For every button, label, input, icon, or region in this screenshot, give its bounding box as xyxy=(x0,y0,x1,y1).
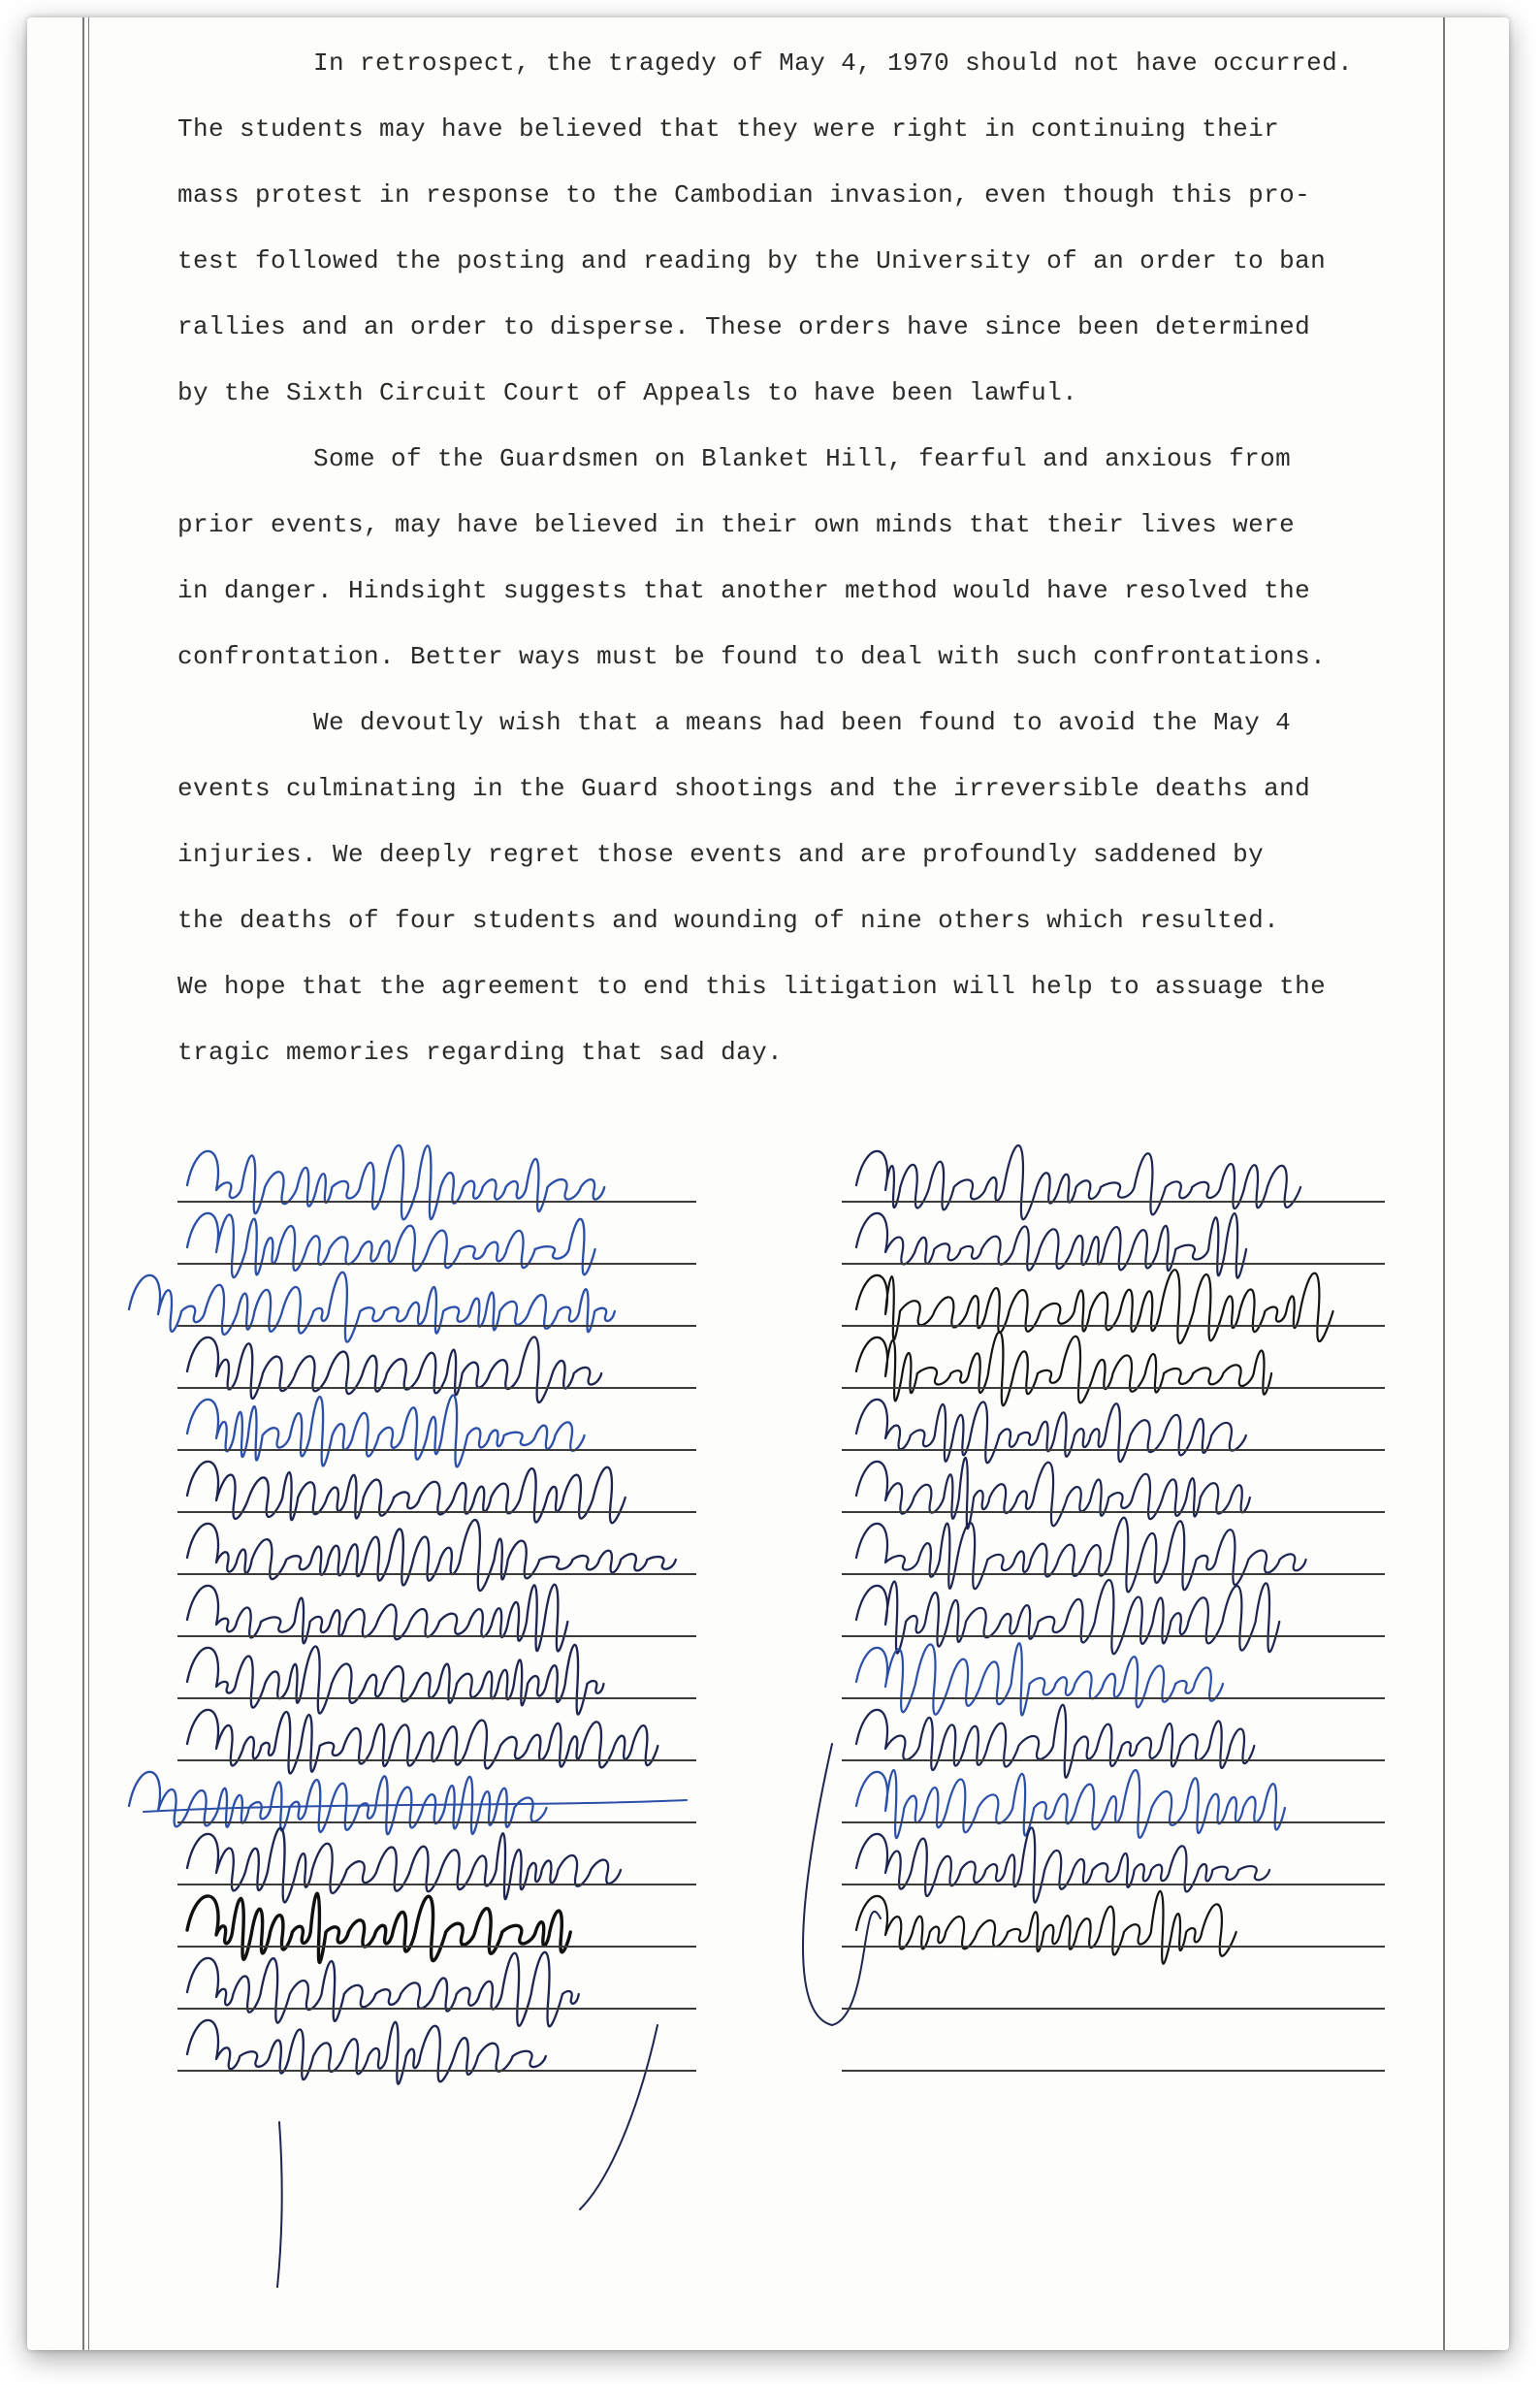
signature-left xyxy=(187,1952,579,2027)
signature-left xyxy=(129,1772,546,1834)
signature-line-right xyxy=(842,1635,1385,1637)
signature-left xyxy=(187,1337,601,1401)
signature-line-left xyxy=(177,1884,696,1885)
signature-flourish xyxy=(144,1800,687,1812)
signature-left xyxy=(187,2020,546,2084)
signatures-layer xyxy=(27,17,1509,2350)
signature-line-right xyxy=(842,1573,1385,1575)
signature-line-right xyxy=(842,1387,1385,1389)
signature-right xyxy=(856,1270,1333,1343)
signature-right xyxy=(856,1827,1269,1902)
signature-line-left xyxy=(177,1821,696,1823)
signature-left xyxy=(187,1645,603,1715)
signature-right xyxy=(856,1580,1279,1654)
signature-line-right xyxy=(842,1201,1385,1203)
text-line: mass protest in response to the Cambodian invasion, even though this pro- xyxy=(177,180,1311,209)
text-line: We devoutly wish that a means had been found to avoid the May 4 xyxy=(313,708,1292,737)
signature-left xyxy=(187,1585,567,1652)
text-line: We hope that the agreement to end this litigation will help to assuage the xyxy=(177,972,1327,1001)
signature-line-right xyxy=(842,1263,1385,1265)
signature-flourish xyxy=(277,2122,282,2287)
signature-left xyxy=(187,1710,658,1774)
signature-line-right xyxy=(842,1697,1385,1699)
signature-line-left xyxy=(177,1759,696,1761)
signature-right xyxy=(856,1145,1300,1219)
signature-line-left xyxy=(177,1946,696,1948)
signature-line-left xyxy=(177,1325,696,1327)
text-line: confrontation. Better ways must be found to deal with such confrontations. xyxy=(177,642,1327,671)
signature-left xyxy=(187,1828,621,1903)
signature-line-right xyxy=(842,2070,1385,2072)
signature-right xyxy=(856,1332,1271,1405)
text-line: Some of the Guardsmen on Blanket Hill, fearful and anxious from xyxy=(313,444,1292,473)
signature-left xyxy=(129,1273,615,1342)
signature-line-right xyxy=(842,1449,1385,1451)
signature-left xyxy=(187,1395,585,1466)
signature-line-right xyxy=(842,2008,1385,2010)
signature-left xyxy=(187,1145,604,1219)
signature-line-right xyxy=(842,1821,1385,1823)
signature-left xyxy=(187,1520,676,1591)
signature-flourish xyxy=(580,2025,658,2209)
text-line: events culminating in the Guard shootings and the irreversible deaths and xyxy=(177,774,1311,803)
signature-line-left xyxy=(177,1511,696,1513)
signature-line-left xyxy=(177,1573,696,1575)
signature-line-left xyxy=(177,1263,696,1265)
signature-line-left xyxy=(177,1449,696,1451)
text-line: in danger. Hindsight suggests that another method would have resolved the xyxy=(177,576,1311,605)
text-line: test followed the posting and reading by the University of an order to ban xyxy=(177,246,1327,275)
signature-right xyxy=(856,1400,1246,1463)
signature-right xyxy=(856,1891,1236,1964)
signature-line-left xyxy=(177,1635,696,1637)
signature-right xyxy=(856,1458,1250,1529)
signature-left xyxy=(187,1462,626,1523)
signature-line-left xyxy=(177,1697,696,1699)
signature-line-right xyxy=(842,1511,1385,1513)
signature-line-left xyxy=(177,1201,696,1203)
text-line: In retrospect, the tragedy of May 4, 1970 should not have occurred. xyxy=(313,48,1354,78)
text-line: The students may have believed that they were right in continuing their xyxy=(177,114,1280,144)
text-line: injuries. We deeply regret those events and are profoundly saddened by xyxy=(177,840,1265,869)
signature-line-left xyxy=(177,2008,696,2010)
signature-line-right xyxy=(842,1946,1385,1948)
signature-line-right xyxy=(842,1325,1385,1327)
signature-left xyxy=(187,1893,570,1962)
signature-right xyxy=(856,1213,1246,1278)
text-line: prior events, may have believed in their own minds that their lives were xyxy=(177,510,1296,539)
text-line: rallies and an order to disperse. These orders have since been determined xyxy=(177,312,1311,341)
signature-right xyxy=(856,1705,1254,1778)
text-line: the deaths of four students and wounding of nine others which resulted. xyxy=(177,906,1280,935)
signature-right xyxy=(856,1518,1306,1593)
signature-line-left xyxy=(177,1387,696,1389)
signature-line-left xyxy=(177,2070,696,2072)
document-page xyxy=(27,17,1509,2350)
text-line: tragic memories regarding that sad day. xyxy=(177,1038,784,1067)
signature-right xyxy=(856,1770,1285,1838)
signature-right xyxy=(856,1643,1223,1715)
signature-left xyxy=(187,1213,595,1277)
signature-line-right xyxy=(842,1759,1385,1761)
text-line: by the Sixth Circuit Court of Appeals to have been lawful. xyxy=(177,378,1078,407)
signature-line-right xyxy=(842,1884,1385,1885)
